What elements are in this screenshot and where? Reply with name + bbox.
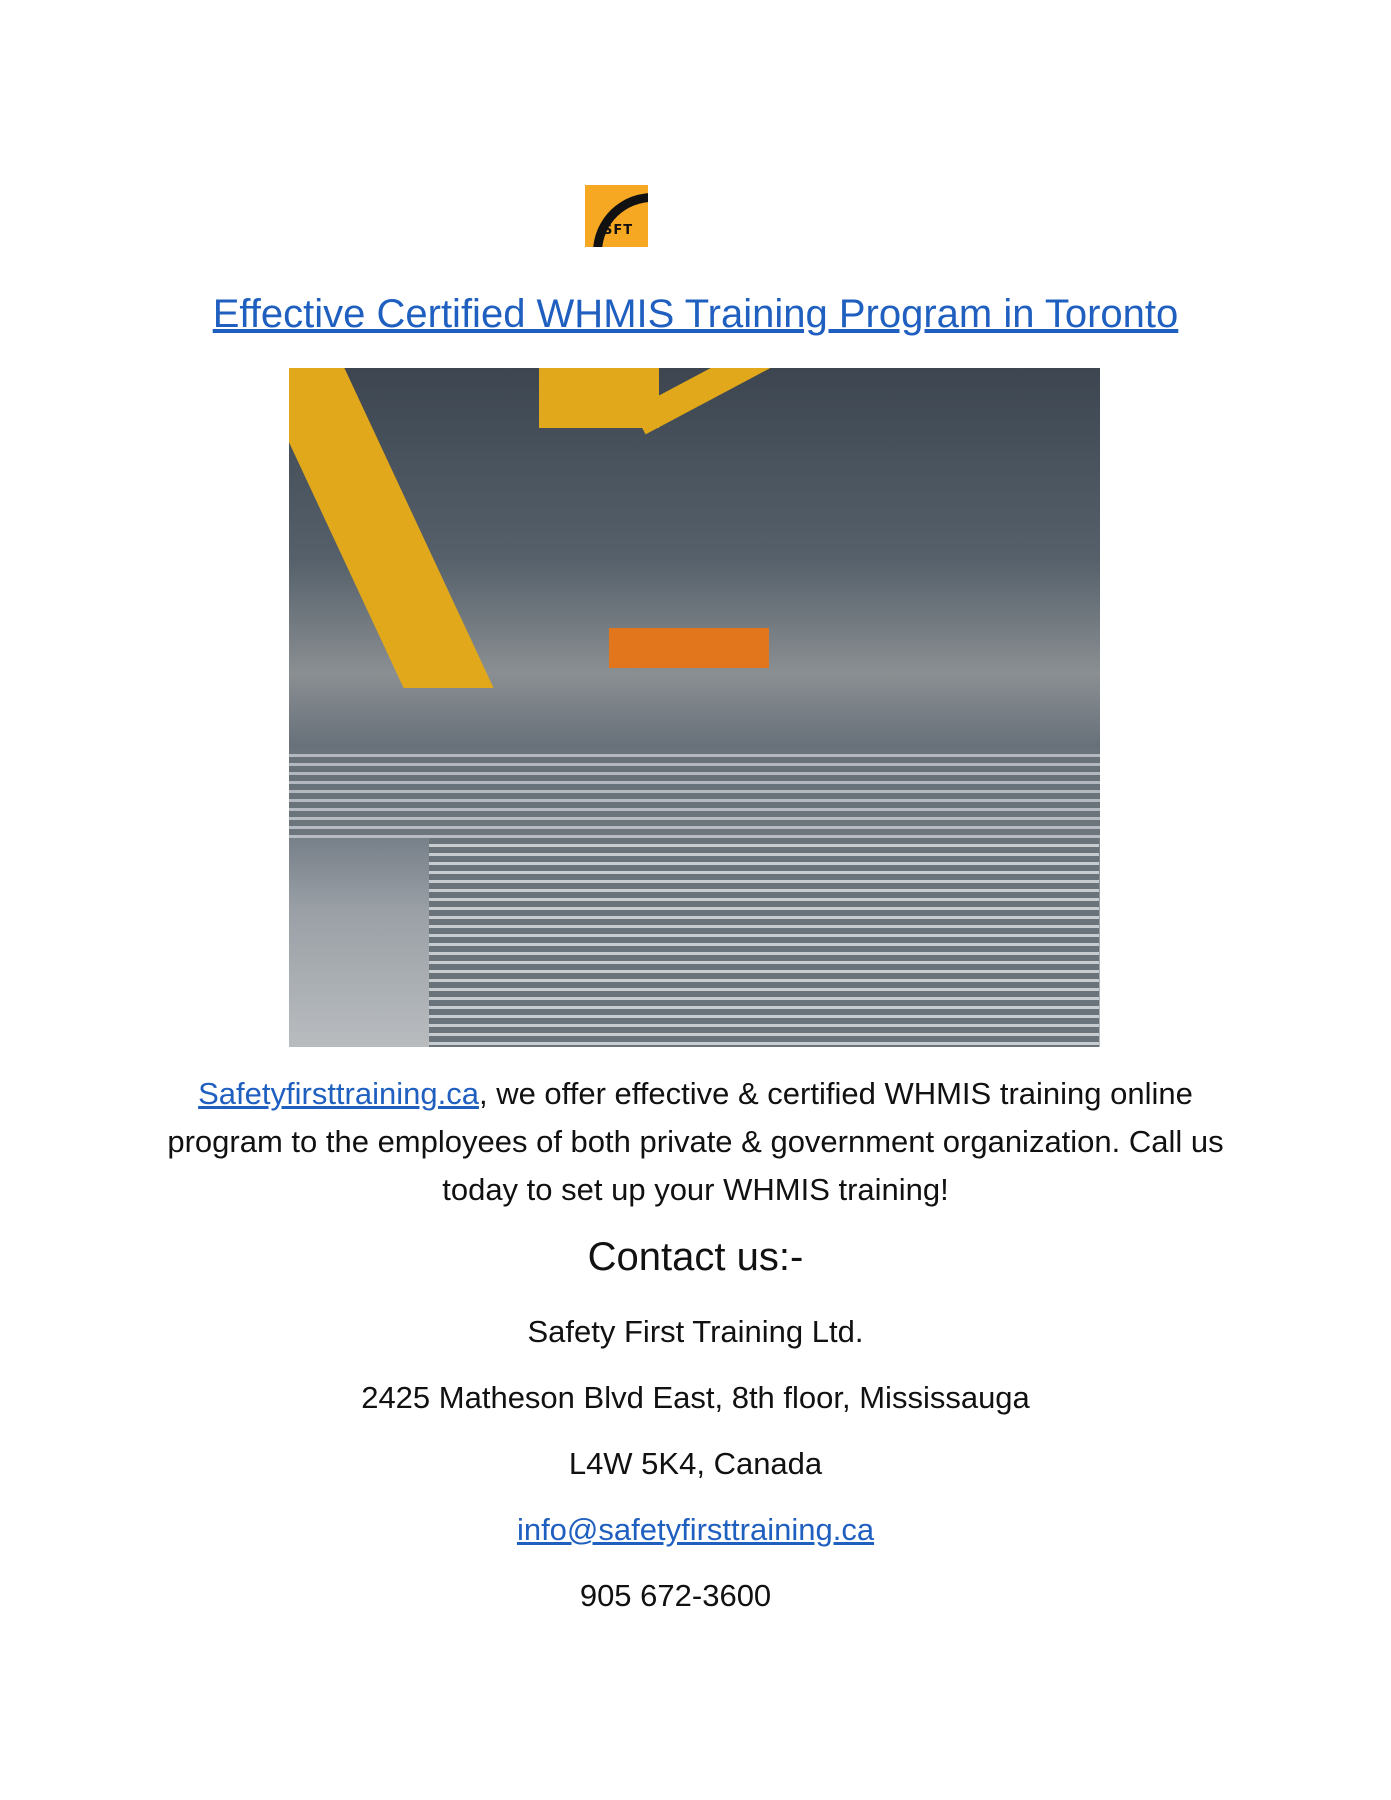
page-title-link[interactable]: Effective Certified WHMIS Training Program in Toronto [212, 292, 1179, 336]
postal-code: L4W 5K4, Canada [568, 1446, 823, 1481]
email-link[interactable]: info@safetyfirsttraining.ca [516, 1512, 875, 1547]
sft-logo [585, 185, 648, 247]
phone-number: 905 672-3600 [579, 1578, 772, 1613]
contact-heading: Contact us:- [587, 1235, 804, 1279]
address: 2425 Matheson Blvd East, 8th floor, Mississauga [361, 1380, 1030, 1415]
website-link[interactable]: Safetyfirsttraining.ca [198, 1076, 479, 1111]
company-name: Safety First Training Ltd. [527, 1314, 864, 1349]
intro-paragraph [160, 1070, 1231, 1214]
intro-text: , we offer effective & certified WHMIS training online program to the employees of both private & government organization. Call us today to set up your WHMIS training! [167, 1076, 1224, 1207]
logo-text: SFT [603, 223, 634, 238]
warehouse-crane-photo [289, 368, 1100, 1047]
